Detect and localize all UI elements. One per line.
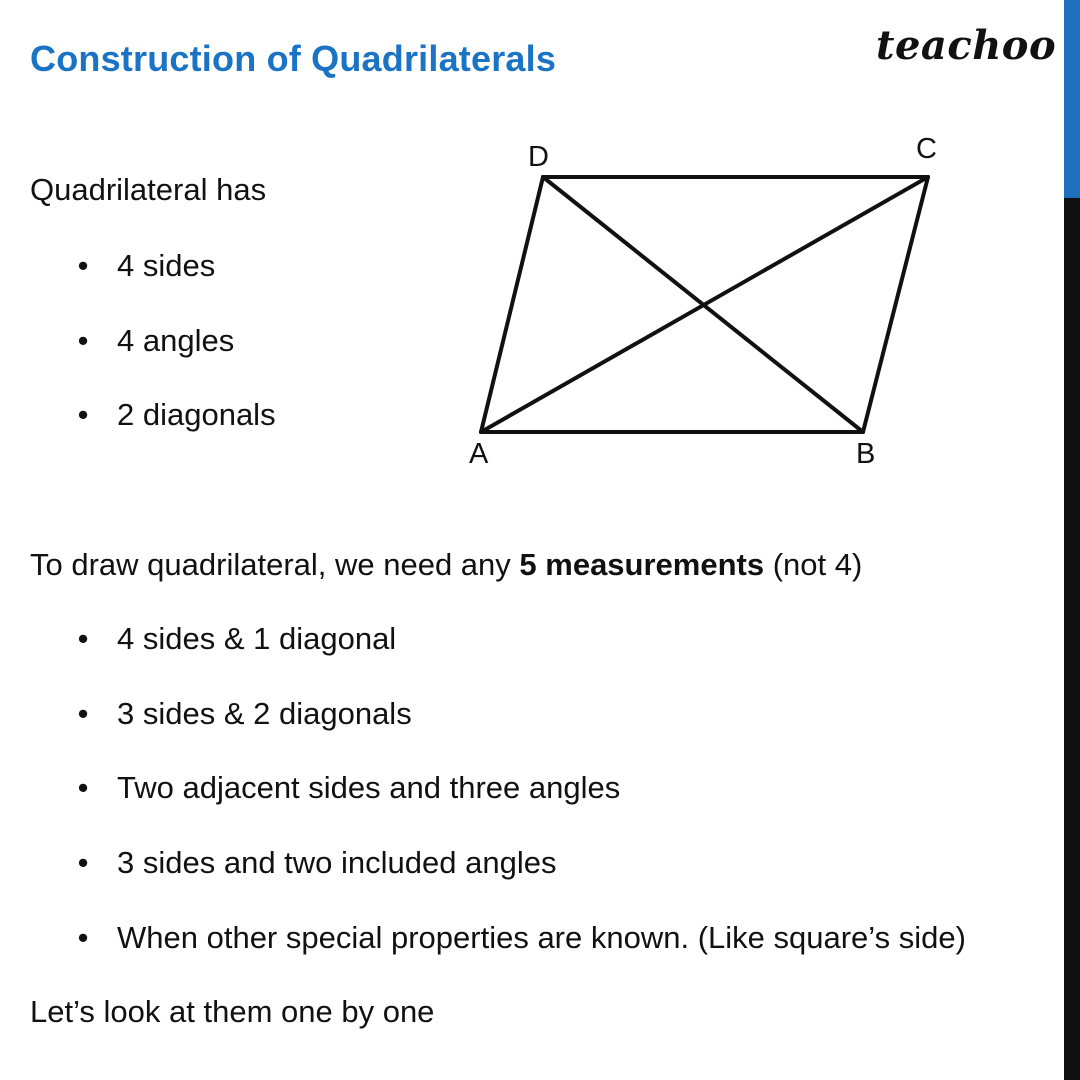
closing-line: Let’s look at them one by one (30, 994, 435, 1029)
bullet-icon: • (77, 621, 89, 656)
bullet-text: 4 angles (117, 323, 235, 358)
bullet-icon: • (77, 323, 89, 358)
vertex-label-d: D (528, 141, 549, 173)
bullet-icon: • (77, 248, 89, 283)
bullet-text: 4 sides & 1 diagonal (117, 621, 397, 656)
bullet-text: 3 sides and two included angles (117, 845, 557, 880)
bullet-icon: • (77, 920, 89, 955)
side-bc (863, 177, 928, 432)
bullet-icon: • (77, 397, 89, 432)
requirements-emphasis: 5 measurements (519, 547, 765, 582)
side-da (481, 177, 543, 432)
requirements-sentence (30, 547, 862, 583)
intro-heading: Quadrilateral has (30, 172, 267, 207)
vertex-label-a: A (469, 438, 489, 470)
bullet-icon: • (77, 770, 89, 805)
brand-logo: teachoo (876, 22, 1057, 69)
vertex-label-c: C (916, 133, 937, 165)
requirements-trail: (not 4) (764, 547, 863, 582)
bullet-text: 4 sides (117, 248, 216, 283)
bullet-text: Two adjacent sides and three angles (117, 770, 621, 805)
bullet-text: 3 sides & 2 diagonals (117, 696, 412, 731)
requirements-lead: To draw quadrilateral, we need any (30, 547, 520, 582)
bullet-icon: • (77, 845, 89, 880)
bullet-icon: • (77, 696, 89, 731)
bullet-text: When other special properties are known. (Like square’s side) (117, 920, 966, 955)
bullet-text: 2 diagonals (117, 397, 276, 432)
quadrilateral-diagram (0, 0, 1080, 480)
page-title: Construction of Quadrilaterals (30, 38, 557, 79)
diagonal-bd (543, 177, 863, 432)
vertex-label-b: B (856, 438, 876, 470)
